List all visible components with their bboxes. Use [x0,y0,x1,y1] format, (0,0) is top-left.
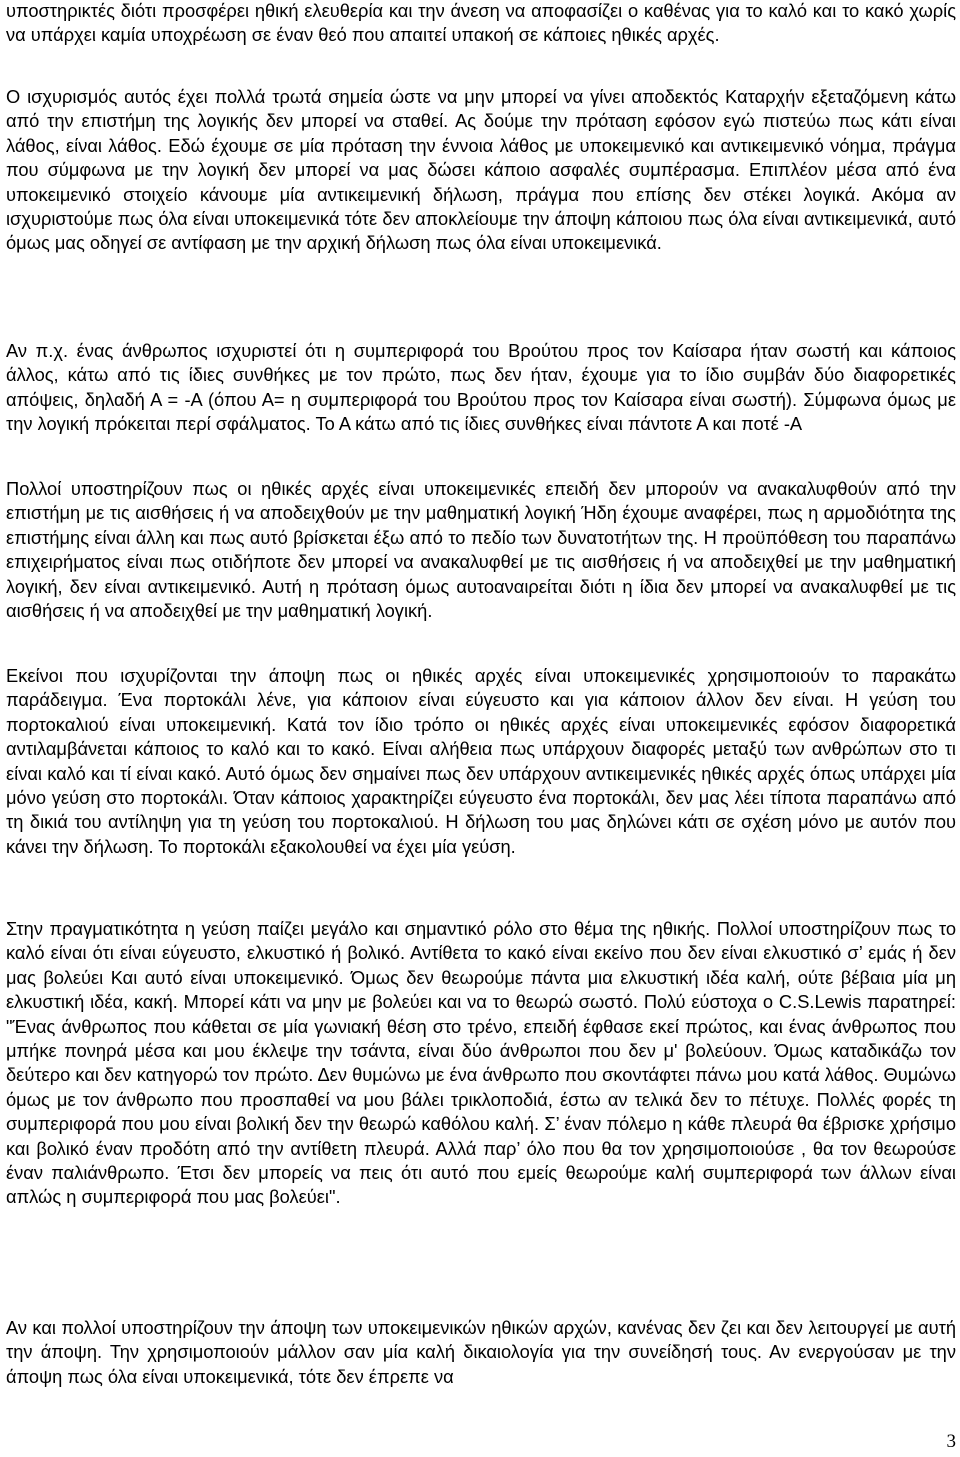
document-page [6,0,956,1457]
paragraph: υποστηρικτές διότι προσφέρει ηθική ελευθερία και την άνεση να αποφασίζει ο καθένας για το καλό και το κακό χωρίς να υπάρχει καμία υποχρέωση σε έναν θεό που απαιτεί υπακοή σε κάποιες ηθικές αρχές. [6,0,956,46]
paragraph: Εκείνοι που ισχυρίζονται την άποψη πως οι ηθικές αρχές είναι υποκειμενικές χρησιμοποιούν το παρακάτω παράδειγμα. Ένα πορτοκάλι λένε, για κάποιον είναι εύγευστο και για κάποιον άλλον δεν είναι. Η γεύση του πορτοκαλιού είναι υποκειμενική. Κατά τον ίδιο τρόπο οι ηθικές αρχές είναι υποκειμενικές εφόσον διαφορετικά αντιλαμβάνεται κάποιος το καλό και το κακό. Είναι αλήθεια πως υπάρχουν διαφορές μεταξύ των ανθρώπων στο τι είναι καλό και τί είναι κακό. Αυτό όμως δεν σημαίνει πως δεν υπάρχουν αντικειμενικές ηθικές αρχές όπως υπάρχει μία μόνο γεύση στο πορτοκάλι. Όταν κάποιος χαρακτηρίζει εύγευστο ένα πορτοκάλι, δεν μας λέει τίποτα παραπάνω από τη δικιά του αντίληψη για τη γεύση του πορτοκαλιού. Η δήλωση του μας δηλώνει κάτι σε σχέση μόνο με αυτόν που κάνει την δήλωση. Το πορτοκάλι εξακολουθεί να έχει μία γεύση. [6,665,956,857]
paragraph: Αν π.χ. ένας άνθρωπος ισχυριστεί ότι η συμπεριφορά του Βρούτου προς τον Καίσαρα ήταν σωστή και κάποιος άλλος, κάτω από τις ίδιες συνθήκες με τον πρώτο, πως δεν ήταν, έχουμε για το ίδιο συμβάν δύο διαφορετικές απόψεις, δηλαδή Α = -Α (όπου Α= η συμπεριφορά του Βρούτου προς τον Καίσαρα είναι σωστή). Σύμφωνα όμως με την λογική πρόκειται περί σφάλματος. Το Α κάτω από τις ίδιες συνθήκες είναι πάντοτε Α και ποτέ -Α [6,340,956,435]
paragraph: Αν και πολλοί υποστηρίζουν την άποψη των υποκειμενικών ηθικών αρχών, κανένας δεν ζει και δεν λειτουργεί με αυτή την άποψη. Την χρησιμοποιούν μάλλον σαν μία καλή δικαιολογία για την συνείδησή τους. Αν ενεργούσαν με την άποψη πως όλα είναι υποκειμενικά, τότε δεν έπρεπε να [6,1317,956,1387]
paragraph: Ο ισχυρισμός αυτός έχει πολλά τρωτά σημεία ώστε να μην μπορεί να γίνει αποδεκτός Καταρχήν εξεταζόμενη κάτω από την επιστήμη της λογικής δεν μπορεί να σταθεί. Ας δούμε την πρόταση εφόσον εγώ πιστεύω πως κάτι είναι λάθος, είναι λάθος. Εδώ έχουμε σε μία πρόταση την έννοια λάθος με υποκειμενικό και αντικειμενικό νόημα, πράγμα που σύμφωνα με την λογική δεν μπορεί να μας δώσει κάποιο ασφαλές συμπέρασμα. Επιπλέον μέσα από ένα υποκειμενικό στοιχείο κάνουμε μία αντικειμενική δήλωση, πράγμα που επίσης δεν στέκει λογικά. Ακόμα αν ισχυριστούμε πως όλα είναι υποκειμενικά τότε δεν αποκλείουμε την άποψη κάποιου πως όλα είναι αντικειμενικά, αυτό όμως μας οδηγεί σε αντίφαση με την αρχική δήλωση πως όλα είναι υποκειμενικά. [6,86,956,254]
paragraph: Πολλοί υποστηρίζουν πως οι ηθικές αρχές είναι υποκειμενικές επειδή δεν μπορούν να ανακαλυφθούν από την επιστήμη με τις αισθήσεις ή να αποδειχθούν με την μαθηματική λογική Ήδη έχουμε αναφέρει, πως η αρμοδιότητα της επιστήμης είναι άλλη και πως αυτό βρίσκεται έξω από το πεδίο των δυνατοτήτων της. Η προϋπόθεση του παραπάνω επιχειρήματος είναι πως οτιδήποτε δεν μπορεί να ανακαλυφθεί με τις αισθήσεις ή να αποδειχθεί με την μαθηματική λογική, δεν είναι αντικειμενικό. Αυτή η πρόταση όμως αυτοαναιρείται διότι η ίδια δεν μπορεί να ανακαλυφθεί με τις αισθήσεις ή να αποδειχθεί με την μαθηματική λογική. [6,478,956,622]
paragraph: Στην πραγματικότητα η γεύση παίζει μεγάλο και σημαντικό ρόλο στο θέμα της ηθικής. Πολλοί υποστηρίζουν πως το καλό είναι ότι είναι εύγευστο, ελκυστικό ή βολικό. Αντίθετα το κακό είναι εκείνο που δεν είναι ελκυστικό σ’ εμάς ή δεν μας βολεύει Και αυτό είναι υποκειμενικό. Όμως δεν θεωρούμε πάντα μια ελκυστική ιδέα καλή, ούτε βέβαια μία μη ελκυστική ιδέα, κακή. Μπορεί κάτι να μην με βολεύει και να το θεωρώ σωστό. Πολύ εύστοχα ο C.S.Lewis παρατηρεί: "Ένας άνθρωπος που κάθεται σε μία γωνιακή θέση στο τρένο, επειδή έφθασε εκεί πρώτος, και ένας άνθρωπος που μπήκε πονηρά μέσα και μου έκλεψε την τσάντα, είναι δύο άνθρωποι που δεν μ' βολεύουν. Όμως καταδικάζω τον δεύτερο και δεν κατηγορώ τον πρώτο. Δεν θυμώνω με ένα άνθρωπο που σκοντάφτει πάνω μου κατά λάθος. Θυμώνω όμως με τον άνθρωπο που προσπαθεί να μου βάλει τρικλοποδιά, έστω αν τελικά δεν το πέτυχε. Πολλές φορές τη συμπεριφορά που μου είναι βολική δεν την θεωρώ καθόλου καλή. Σ’ έναν πόλεμο η κάθε πλευρά θα έβρισκε χρήσιμο και βολικό έναν προδότη από την αντίθετη πλευρά. Αλλά παρ’ όλο που θα τον χρησιμοποιούσε , θα τον θεωρούσε έναν παλιάνθρωπο. Έτσι δεν μπορείς να πεις ότι αυτό που εμείς θεωρούμε καλή συμπεριφορά των άλλων είναι απλώς η συμπεριφορά που μας βολεύει". [6,918,956,1208]
page-number: 3 [946,1431,956,1452]
